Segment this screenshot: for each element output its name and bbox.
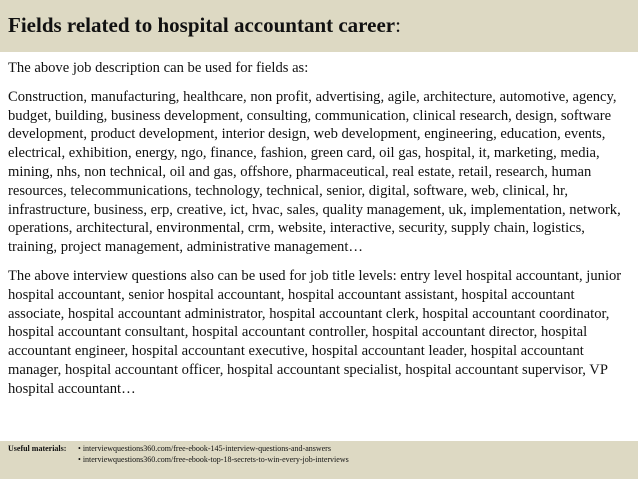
footer-label-spacer xyxy=(8,455,78,466)
footer-link-item-1 xyxy=(78,444,331,455)
bullet-icon: • xyxy=(78,444,81,453)
footer-row-1 xyxy=(8,444,638,455)
slide-content xyxy=(8,59,632,399)
page-title xyxy=(8,12,638,38)
page-title-colon: : xyxy=(395,13,401,37)
title-band xyxy=(0,0,638,52)
intro-text: The above job description can be used for fields as: xyxy=(8,60,309,76)
footer-label: Useful materials: xyxy=(8,444,67,453)
footer-link-2[interactable]: interviewquestions360.com/free-ebook-top-18-secrets-to-win-every-job-interviews xyxy=(82,454,349,464)
footer-band xyxy=(0,441,638,479)
page-title-text: Fields related to hospital accountant career xyxy=(8,13,396,37)
bullet-icon: • xyxy=(78,454,81,464)
footer-link-1[interactable]: interviewquestions360.com/free-ebook-145-interview-questions-and-answers xyxy=(82,444,331,453)
footer-row-2 xyxy=(8,455,638,466)
job-levels-text: The above interview questions also can be used for job title levels: entry level hospital accountant, junior hospital accountant, senior hospital accountant, hospital accountant assistant, hospital accountant associate, hospital accountant administrator, hospital accountant clerk, hospital accountant coordinator, hospital accountant consultant, hospital accountant controller, hospital accountant director, hospital accountant engineer, hospital accountant executive, hospital accountant leader, hospital accountant manager, hospital accountant officer, hospital accountant specialist, hospital accountant supervisor, VP hospital accountant… xyxy=(8,267,622,397)
footer-link-item-2 xyxy=(78,455,349,466)
fields-list: Construction, manufacturing, healthcare, non profit, advertising, agile, architecture, automotive, agency, budget, building, business development, consulting, communication, clinical research, design, software development, product development, interior design, web development, engineering, education, events, electrical, exhibition, energy, ngo, finance, fashion, green card, oil gas, hospital, it, marketing, media, mining, nhs, non technical, oil and gas, offshore, pharmaceutical, real estate, retail, research, human resources, telecommunications, technology, technical, senior, digital, software, web, clinical, hr, infrastructure, business, erp, creative, ict, hvac, sales, quality management, uk, implementation, network, operations, architectural, environmental, crm, website, interactive, security, supply chain, logistics, training, project management, administrative management… xyxy=(8,88,621,256)
